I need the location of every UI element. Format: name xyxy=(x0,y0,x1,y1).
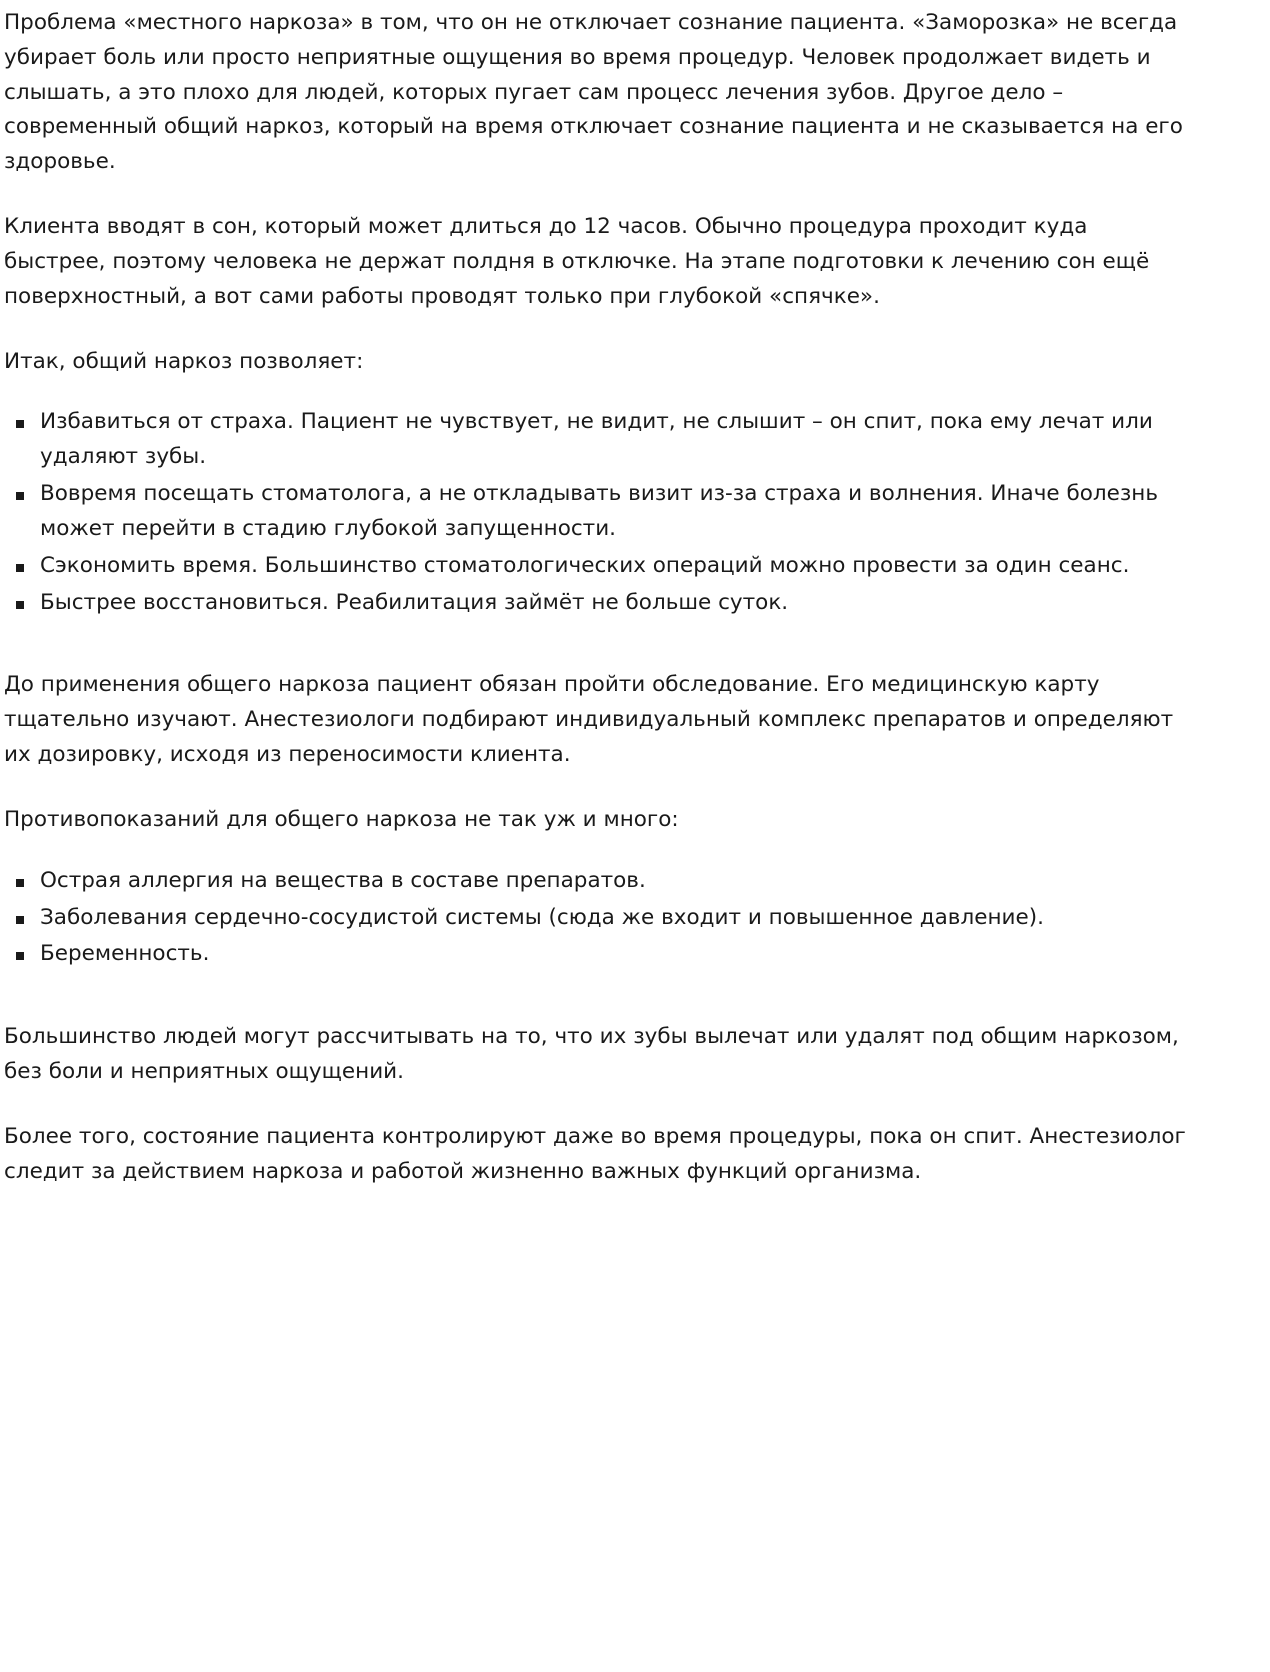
list-item: Сэкономить время. Большинство стоматологических операций можно провести за один сеанс. xyxy=(4,549,1190,584)
paragraph-monitoring: Более того, состояние пациента контролируют даже во время процедуры, пока он спит. Анестезиолог следит за действием наркоза и работой жизненно важных функций организма. xyxy=(4,1123,1186,1184)
paragraph-benefits-lead-in: Итак, общий наркоз позволяет: xyxy=(4,348,364,374)
contraindications-list xyxy=(4,864,1190,972)
list-item: Вовремя посещать стоматолога, а не откладывать визит из-за страха и волнения. Иначе болезнь может перейти в стадию глубокой запущенности. xyxy=(4,477,1190,547)
spacer xyxy=(4,650,1190,668)
paragraph-majority: Большинство людей могут рассчитывать на то, что их зубы вылечат или удалят под общим наркозом, без боли и неприятных ощущений. xyxy=(4,1024,1179,1085)
benefits-list xyxy=(4,405,1190,620)
list-item: Избавиться от страха. Пациент не чувствует, не видит, не слышит – он спит, пока ему лечат или удаляют зубы. xyxy=(4,405,1190,475)
paragraph-examination: До применения общего наркоза пациент обязан пройти обследование. Его медицинскую карту тщательно изучают. Анестезиологи подбирают индивидуальный комплекс препаратов и определяют их дозировку, исходя из переносимости клиента. xyxy=(4,672,1174,768)
paragraph-sleep-duration: Клиента вводят в сон, который может длиться до 12 часов. Обычно процедура проходит куда быстрее, поэтому человека не держат полдня в отключке. На этапе подготовки к лечению сон ещё поверхностный, а вот сами работы проводят только при глубокой «спячке». xyxy=(4,214,1150,309)
paragraph-intro: Проблема «местного наркоза» в том, что он не отключает сознание пациента. «Заморозка» не всегда убирает боль или просто неприятные ощущения во время процедур. Человек продолжает видеть и слышать, а это плохо для людей, которых пугает сам процесс лечения зубов. Другое дело – современный общий наркоз, который на время отключает сознание пациента и не сказывается на его здоровье. xyxy=(4,10,1183,175)
list-item: Заболевания сердечно-сосудистой системы (сюда же входит и повышенное давление). xyxy=(4,901,1190,936)
list-item: Беременность. xyxy=(4,937,1190,972)
paragraph-contraindications-lead-in: Противопоказаний для общего наркоза не так уж и много: xyxy=(4,806,679,832)
list-item: Быстрее восстановиться. Реабилитация займёт не больше суток. xyxy=(4,586,1190,621)
list-item: Острая аллергия на вещества в составе препаратов. xyxy=(4,864,1190,899)
spacer xyxy=(4,1002,1190,1020)
